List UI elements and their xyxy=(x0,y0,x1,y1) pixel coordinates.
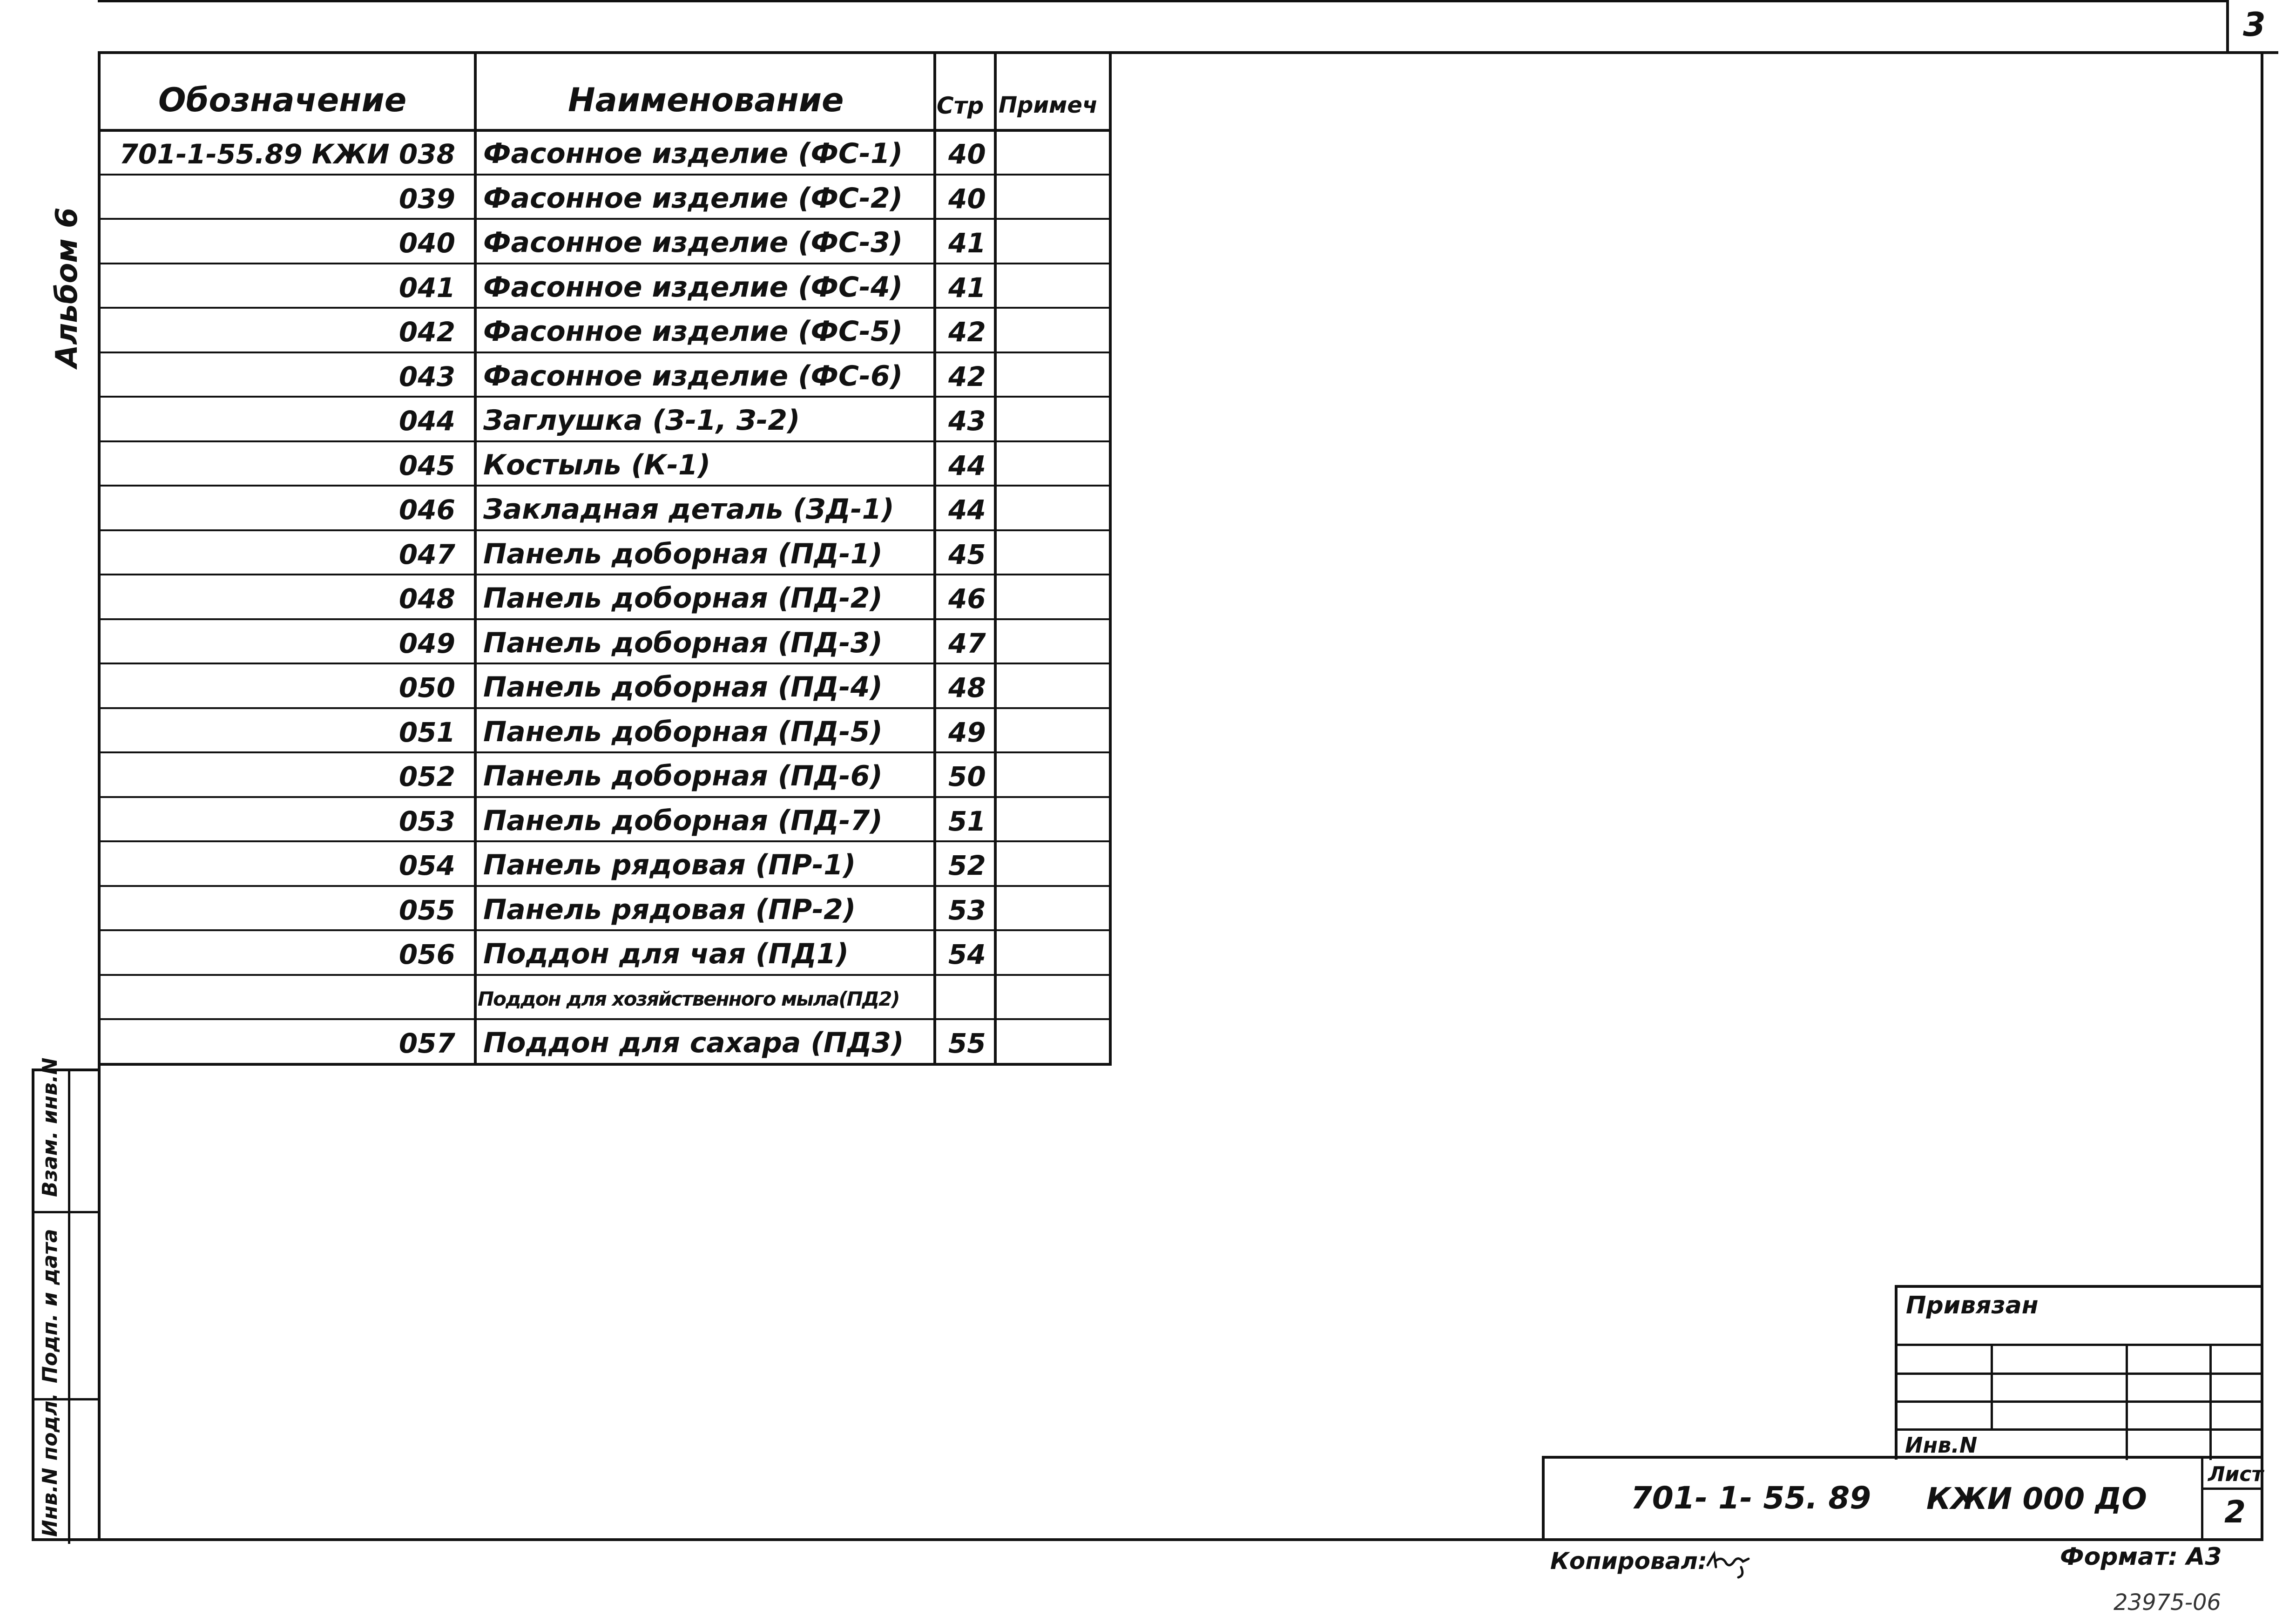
signature-mark xyxy=(1704,1547,1755,1579)
table-row xyxy=(98,842,1112,886)
row-page: 53 xyxy=(948,894,986,926)
row-page: 46 xyxy=(948,583,986,615)
table-row xyxy=(98,308,1112,353)
row-name: Фасонное изделие (ФС-3) xyxy=(483,226,903,259)
table-row-line xyxy=(98,974,1112,976)
row-designation: 052 xyxy=(398,761,455,792)
table-row xyxy=(98,575,1112,620)
row-name: Панель доборная (ПД-2) xyxy=(483,582,883,615)
table-row-line xyxy=(98,707,1112,709)
row-designation: 041 xyxy=(398,271,455,304)
bound-label: Привязан xyxy=(1906,1292,2039,1319)
table-row xyxy=(98,975,1112,1020)
row-designation: 057 xyxy=(398,1028,455,1059)
table-row-line xyxy=(98,51,1112,54)
row-name: Панель доборная (ПД-5) xyxy=(483,715,883,748)
row-name: Панель рядовая (ПР-1) xyxy=(483,849,856,881)
row-name: Панель доборная (ПД-1) xyxy=(483,537,883,570)
table-row-line xyxy=(98,129,1112,132)
row-page: 41 xyxy=(948,271,986,304)
table-row xyxy=(98,798,1112,842)
row-page: 48 xyxy=(948,672,986,703)
table-row-line xyxy=(98,1018,1112,1020)
sheet-col-line xyxy=(2201,1459,2203,1541)
table-row xyxy=(98,931,1112,975)
row-page: 40 xyxy=(948,183,986,215)
main-stamp xyxy=(1542,1456,2263,1541)
row-page: 54 xyxy=(948,939,986,970)
row-designation: 701-1-55.89 КЖИ 038 xyxy=(119,138,455,170)
table-row-line xyxy=(98,574,1112,575)
table-column-line xyxy=(474,51,477,1064)
row-designation: 039 xyxy=(398,183,455,215)
inv-label: Инв.N xyxy=(1905,1433,1978,1458)
table-row-line xyxy=(98,929,1112,931)
bound-col-1 xyxy=(1991,1344,1993,1430)
side-stamp-divider xyxy=(68,1071,70,1544)
row-page: 42 xyxy=(948,360,986,392)
bound-col-2 xyxy=(2126,1344,2128,1460)
sheet-row-line xyxy=(2201,1488,2263,1490)
format-label: Формат: А3 xyxy=(2060,1543,2222,1571)
table-row-line xyxy=(98,307,1112,309)
row-name: Фасонное изделие (ФС-2) xyxy=(483,182,903,215)
table-row xyxy=(98,219,1112,264)
row-page: 50 xyxy=(948,761,986,792)
row-page: 41 xyxy=(948,227,986,259)
bound-line-4 xyxy=(1898,1428,2263,1431)
header-page: Стр xyxy=(937,92,984,119)
copier-signature xyxy=(1704,1547,1755,1583)
corner-number-box xyxy=(2226,0,2278,54)
row-designation: 044 xyxy=(398,405,455,437)
table-row-line xyxy=(98,663,1112,664)
bound-line-2 xyxy=(1898,1373,2263,1375)
bound-col-3 xyxy=(2209,1344,2212,1460)
table-row-line xyxy=(98,840,1112,842)
table-row-line xyxy=(98,485,1112,487)
row-designation: 054 xyxy=(398,850,455,881)
row-designation: 047 xyxy=(398,538,455,570)
row-page: 52 xyxy=(948,850,986,881)
row-page: 40 xyxy=(948,138,986,170)
header-designation: Обозначение xyxy=(158,81,407,119)
row-page: 49 xyxy=(948,716,986,748)
table-row xyxy=(98,264,1112,309)
row-designation: 050 xyxy=(398,672,455,703)
table-column-line xyxy=(1109,51,1112,1064)
row-designation: 042 xyxy=(398,316,455,348)
table-row-line xyxy=(98,174,1112,176)
bound-box xyxy=(1895,1285,2263,1460)
side-stamp-label-sign: Подп. и дата xyxy=(38,1229,62,1383)
row-name: Панель доборная (ПД-7) xyxy=(483,804,883,837)
row-page: 44 xyxy=(948,449,986,481)
album-label: Альбом 6 xyxy=(50,207,84,368)
table-row xyxy=(98,886,1112,931)
table-column-line xyxy=(933,51,936,1064)
row-name: Поддон для чая (ПД1) xyxy=(483,938,849,970)
side-stamp xyxy=(32,1057,101,1541)
table-row-line xyxy=(98,751,1112,753)
row-name: Фасонное изделие (ФС-4) xyxy=(483,270,903,304)
row-designation: 051 xyxy=(398,716,455,748)
table-row xyxy=(98,1020,1112,1064)
row-name: Панель доборная (ПД-3) xyxy=(483,626,883,659)
table-row xyxy=(98,531,1112,575)
row-name: Фасонное изделие (ФС-1) xyxy=(483,137,903,170)
row-page: 43 xyxy=(948,405,986,437)
doc-mark: КЖИ 000 ДО xyxy=(1926,1482,2147,1516)
table-row xyxy=(98,130,1112,175)
table-row-line xyxy=(98,218,1112,220)
bound-line-1 xyxy=(1898,1344,2263,1346)
table-row-line xyxy=(98,796,1112,798)
row-name: Поддон для сахара (ПД3) xyxy=(483,1027,904,1059)
row-name: Панель рядовая (ПР-2) xyxy=(483,893,856,926)
row-page: 47 xyxy=(948,627,986,659)
row-name: Панель доборная (ПД-4) xyxy=(483,671,883,703)
table-row xyxy=(98,486,1112,531)
row-designation: 040 xyxy=(398,227,455,259)
table-row xyxy=(98,442,1112,487)
side-stamp-label-inv: Инв.N подл. xyxy=(38,1393,62,1537)
row-designation: 055 xyxy=(398,894,455,926)
sheet-number: 2 xyxy=(2224,1494,2246,1530)
frame-top-line xyxy=(98,0,2226,2)
table-column-line xyxy=(98,51,101,1064)
table-row-line xyxy=(98,885,1112,887)
table-row-line xyxy=(98,529,1112,531)
row-designation: 046 xyxy=(398,494,455,526)
row-name: Поддон для хозяйственного мыла(ПД2) xyxy=(478,987,899,1010)
row-designation: 056 xyxy=(398,939,455,970)
table-column-line xyxy=(994,51,997,1064)
row-page: 44 xyxy=(948,494,986,526)
row-designation: 043 xyxy=(398,360,455,392)
row-page: 42 xyxy=(948,316,986,348)
table-row xyxy=(98,353,1112,398)
row-page: 55 xyxy=(948,1028,986,1059)
row-designation: 053 xyxy=(398,805,455,837)
table-row xyxy=(98,664,1112,709)
archive-number: 23975-06 xyxy=(2114,1589,2222,1616)
table-row-line xyxy=(98,1063,1112,1066)
table-row-line xyxy=(98,396,1112,398)
bound-line-3 xyxy=(1898,1400,2263,1403)
row-name: Панель доборная (ПД-6) xyxy=(483,760,883,792)
table-row-line xyxy=(98,618,1112,620)
row-designation: 048 xyxy=(398,583,455,615)
row-name: Фасонное изделие (ФС-6) xyxy=(483,359,903,392)
row-name: Заглушка (З-1, З-2) xyxy=(483,404,800,437)
row-page: 51 xyxy=(948,805,986,837)
side-stamp-label-replace: Взам. инв.N xyxy=(38,1057,62,1197)
table-row xyxy=(98,397,1112,442)
contents-table xyxy=(98,51,1112,1068)
sheet-label: Лист xyxy=(2208,1462,2263,1486)
side-stamp-row-line-1 xyxy=(34,1211,101,1213)
row-designation: 049 xyxy=(398,627,455,659)
table-row-line xyxy=(98,440,1112,442)
table-row xyxy=(98,175,1112,220)
corner-sheet-number: 3 xyxy=(2243,6,2266,44)
doc-code: 701- 1- 55. 89 xyxy=(1631,1480,1871,1516)
row-name: Закладная деталь (ЗД-1) xyxy=(483,493,894,526)
row-page: 45 xyxy=(948,538,986,570)
row-name: Фасонное изделие (ФС-5) xyxy=(483,315,903,348)
table-row-line xyxy=(98,263,1112,264)
copied-label: Копировал: xyxy=(1550,1548,1707,1575)
row-designation: 045 xyxy=(398,449,455,481)
row-name: Костыль (К-1) xyxy=(483,448,711,481)
table-row xyxy=(98,620,1112,664)
table-row-line xyxy=(98,352,1112,353)
table-row xyxy=(98,709,1112,753)
header-note: Примеч xyxy=(999,92,1098,118)
table-row xyxy=(98,753,1112,798)
header-name: Наименование xyxy=(568,81,844,119)
